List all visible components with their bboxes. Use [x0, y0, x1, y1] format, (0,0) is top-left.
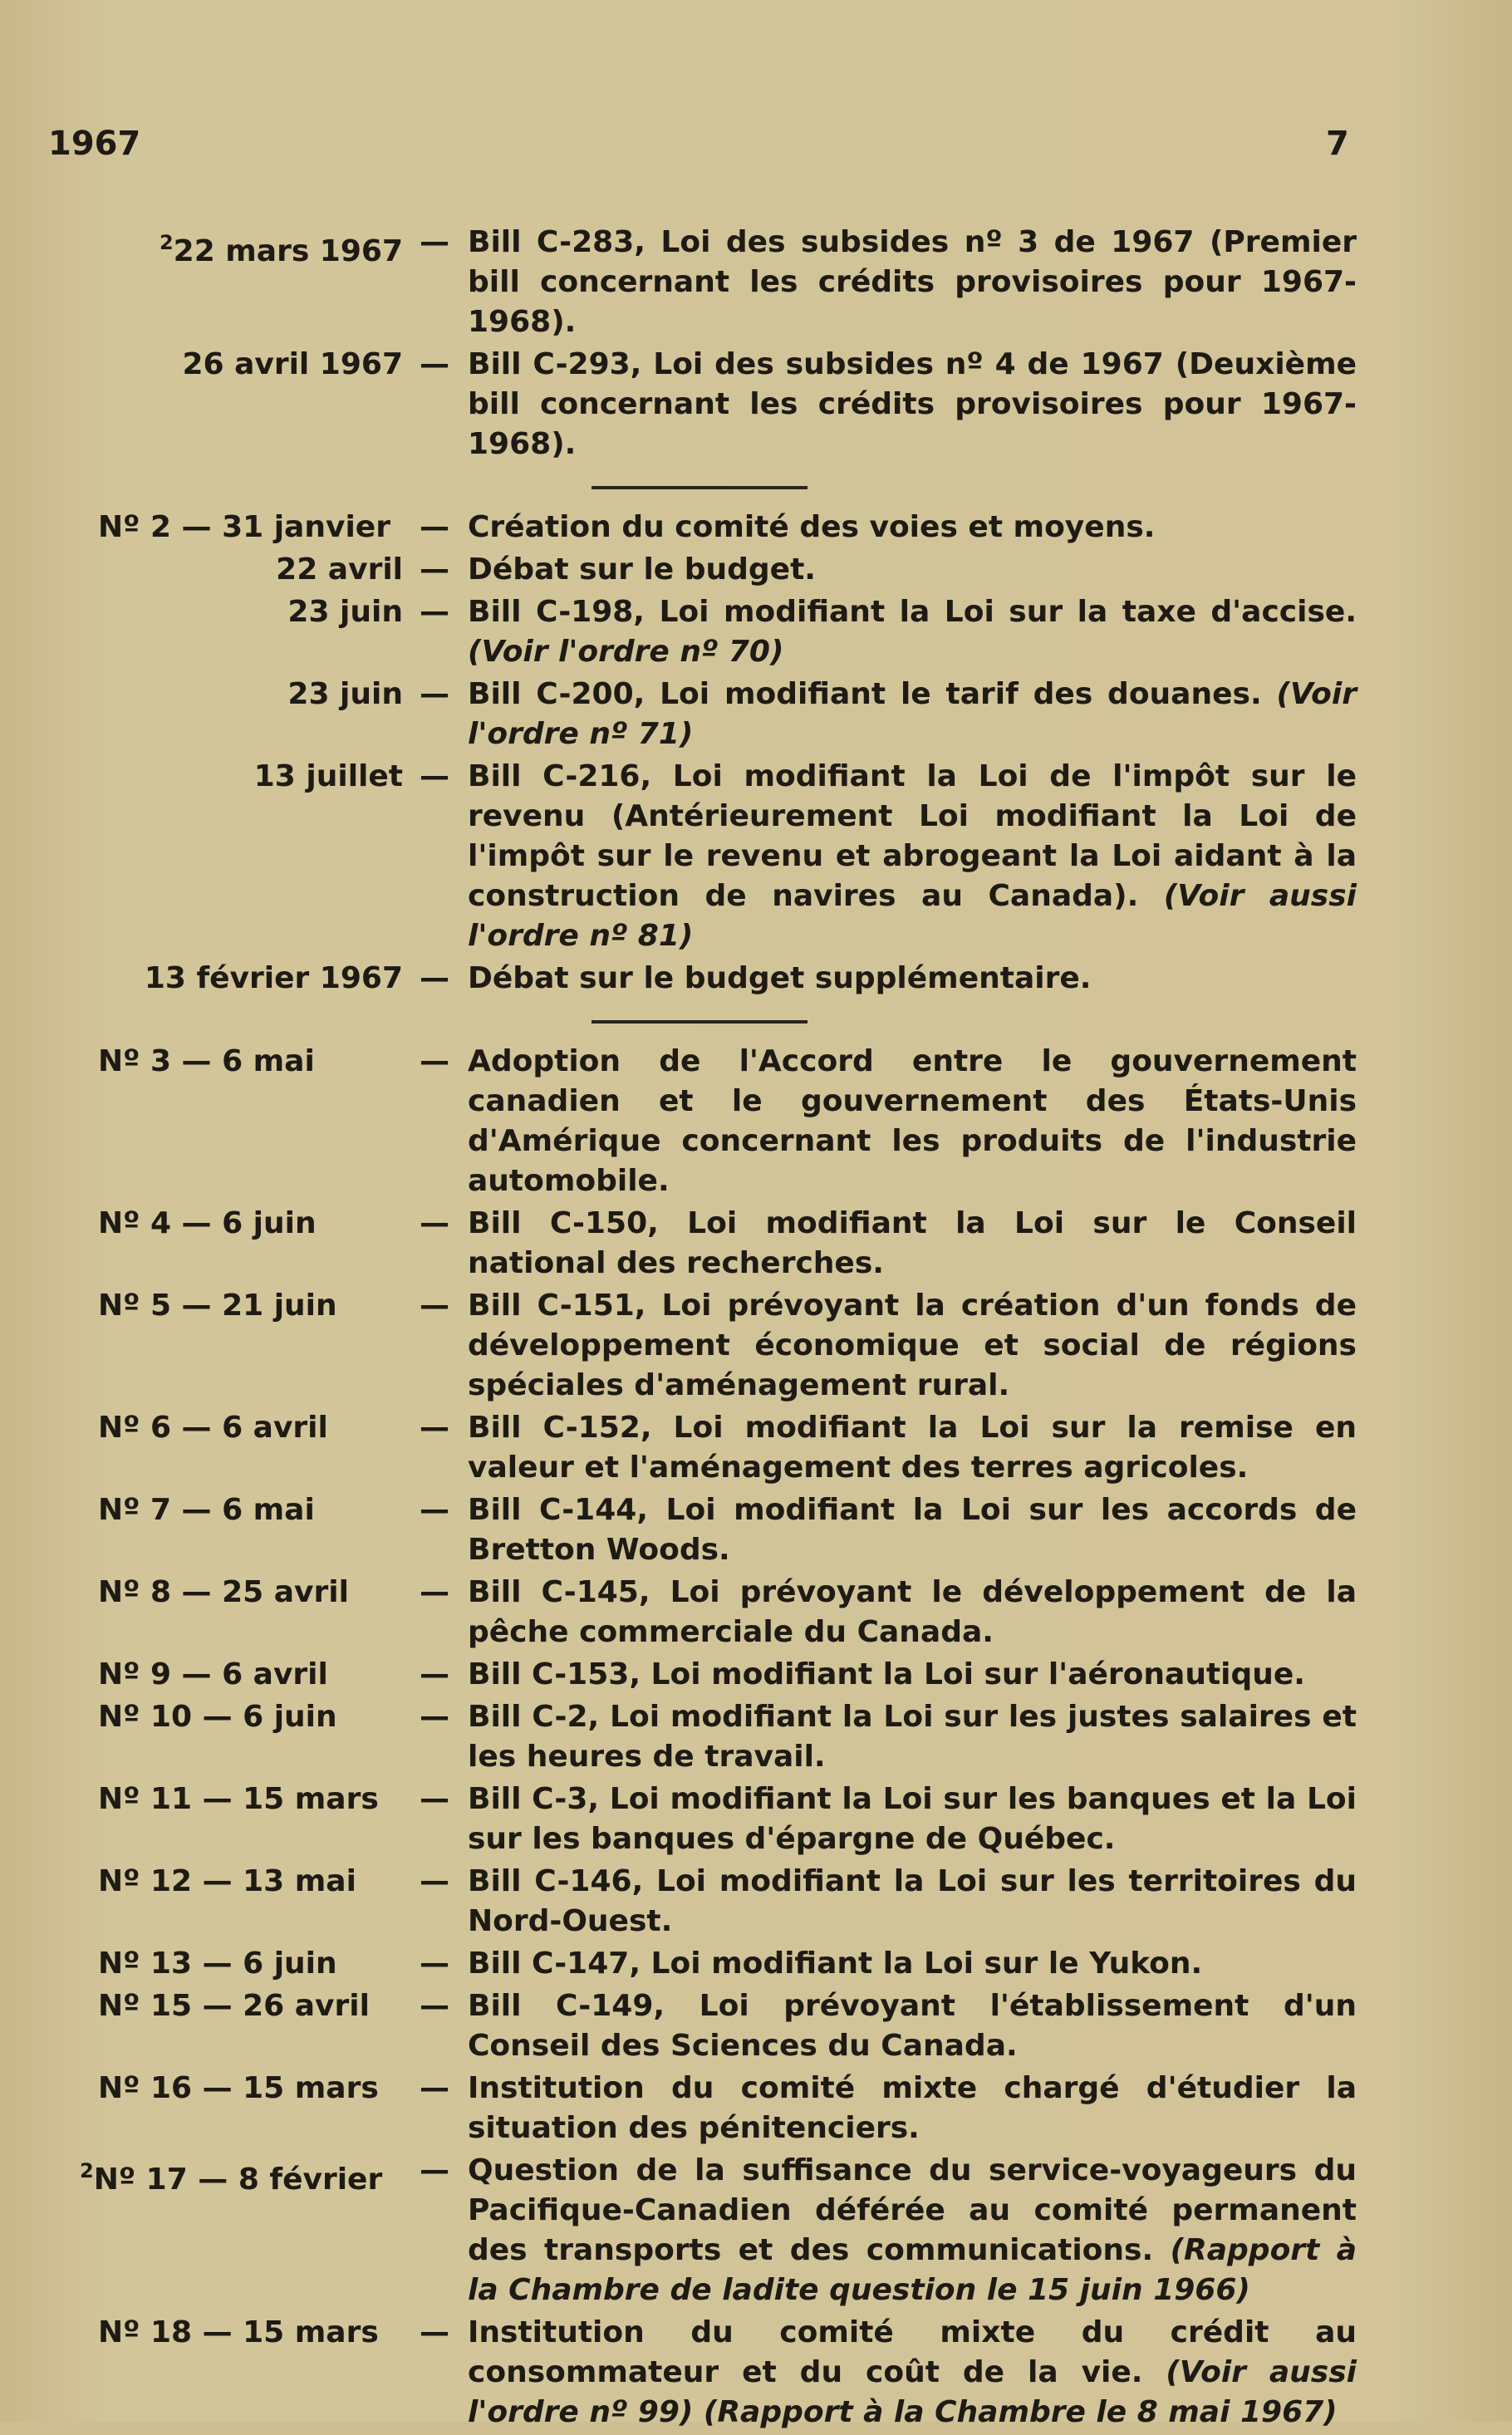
list-item: Nº 8 — 25 avril — Bill C-145, Loi prévoyant le développement de la pêche commerciale du Canada. — [0, 1573, 1512, 1652]
entry-description: Bill C-3, Loi modifiant la Loi sur les banques et la Loi sur les banques d'épargne de Québec. — [468, 1782, 1357, 1856]
list-item: $^2$22 mars 1967 — Bill C-283, Loi des subsides nº 3 de 1967 (Premier bill concernant les crédits provisoires pour 1967-1968). — [0, 223, 1512, 342]
entry-description: Bill C-200, Loi modifiant le tarif des douanes. (Voir l'ordre nº 71) — [468, 677, 1357, 751]
entry-description: Bill C-147, Loi modifiant la Loi sur le Yukon. — [468, 1947, 1203, 1981]
entry-description: Bill C-150, Loi modifiant la Loi sur le Conseil national des recherches. — [468, 1206, 1357, 1280]
list-item: 23 juin — Bill C-200, Loi modifiant le tarif des douanes. (Voir l'ordre nº 71) — [0, 675, 1512, 754]
order-number: Nº 2 — 31 janvier — [98, 510, 390, 544]
section-divider — [592, 1020, 808, 1024]
order-number: Nº 13 — 6 juin — [98, 1947, 337, 1981]
entry-description: Débat sur le budget. — [468, 552, 816, 587]
list-item: 23 juin — Bill C-198, Loi modifiant la Loi sur la taxe d'accise. (Voir l'ordre nº 70) — [0, 592, 1512, 672]
entry-date: $^2$22 mars 1967 — [159, 231, 403, 268]
order-number: Nº 3 — 6 mai — [98, 1044, 315, 1078]
section-divider — [592, 486, 808, 489]
page-number: 7 — [1326, 125, 1349, 163]
order-number: Nº 15 — 26 avril — [98, 1989, 370, 2023]
order-number: Nº 9 — 6 avril — [98, 1657, 328, 1691]
entry-description: Adoption de l'Accord entre le gouvernement canadien et le gouvernement des États-Unis d'Amérique concernant les produits de l'industrie automobile. — [468, 1044, 1357, 1198]
entry-description: Bill C-149, Loi prévoyant l'établissement d'un Conseil des Sciences du Canada. — [468, 1989, 1357, 2063]
entry-description: Bill C-152, Loi modifiant la Loi sur la remise en valeur et l'aménagement des terres agricoles. — [468, 1411, 1357, 1485]
entry-date: 13 juillet — [253, 759, 403, 793]
order-number: Nº 11 — 15 mars — [98, 1782, 379, 1816]
order-number: Nº 8 — 25 avril — [98, 1575, 349, 1609]
list-item: Nº 12 — 13 mai — Bill C-146, Loi modifiant la Loi sur les territoires du Nord-Ouest. — [0, 1862, 1512, 1942]
entry-description: Institution du comité mixte chargé d'étudier la situation des pénitenciers. — [468, 2071, 1357, 2145]
order-number: Nº 18 — 15 mars — [98, 2315, 379, 2349]
list-item: Nº 11 — 15 mars — Bill C-3, Loi modifiant la Loi sur les banques et la Loi sur les banques d'épargne de Québec. — [0, 1780, 1512, 1859]
cross-reference: (Voir l'ordre nº 71) — [468, 677, 1357, 751]
entry-date: 22 avril — [276, 552, 403, 587]
cross-reference: (Voir aussi l'ordre nº 99) (Rapport à la Chambre le 8 mai 1967) — [468, 2355, 1357, 2429]
order-number: Nº 6 — 6 avril — [98, 1411, 328, 1445]
cross-reference: (Voir aussi l'ordre nº 81) — [468, 879, 1357, 953]
list-item: 26 avril 1967 — Bill C-293, Loi des subsides nº 4 de 1967 (Deuxième bill concernant les crédits provisoires pour 1967-1968). — [0, 345, 1512, 464]
list-item: Nº 9 — 6 avril — Bill C-153, Loi modifiant la Loi sur l'aéronautique. — [0, 1655, 1512, 1695]
entry-description: Institution du comité mixte du crédit au consommateur et du coût de la vie. (Voir aussi l'ordre nº 99) (Rapport à la Chambre le 8 mai 1967) — [468, 2315, 1357, 2429]
list-item: Nº 10 — 6 juin — Bill C-2, Loi modifiant la Loi sur les justes salaires et les heures de travail. — [0, 1697, 1512, 1777]
list-item: Nº 4 — 6 juin — Bill C-150, Loi modifiant la Loi sur le Conseil national des recherches. — [0, 1204, 1512, 1284]
order-number: Nº 12 — 13 mai — [98, 1864, 356, 1898]
list-item: 13 février 1967 — Débat sur le budget supplémentaire. — [0, 959, 1512, 999]
entry-description: Bill C-145, Loi prévoyant le développement de la pêche commerciale du Canada. — [468, 1575, 1357, 1649]
entry-description: Bill C-283, Loi des subsides nº 3 de 1967 (Premier bill concernant les crédits provisoires pour 1967-1968). — [468, 225, 1357, 339]
order-number: Nº 7 — 6 mai — [98, 1493, 315, 1527]
order-number: $^2$Nº 17 — 8 février — [80, 2159, 383, 2197]
entry-description: Bill C-151, Loi prévoyant la création d'un fonds de développement économique et social de régions spéciales d'aménagement rural. — [468, 1289, 1357, 1402]
cross-reference: (Rapport à la Chambre de ladite question le 15 juin 1966) — [468, 2233, 1357, 2307]
list-item: Nº 15 — 26 avril — Bill C-149, Loi prévoyant l'établissement d'un Conseil des Sciences du Canada. — [0, 1986, 1512, 2066]
list-item: Nº 2 — 31 janvier — Création du comité des voies et moyens. — [0, 508, 1512, 547]
order-number: Nº 10 — 6 juin — [98, 1700, 337, 1734]
cross-reference: (Voir l'ordre nº 70) — [468, 635, 784, 669]
entry-description: Bill C-198, Loi modifiant la Loi sur la taxe d'accise. (Voir l'ordre nº 70) — [468, 595, 1357, 669]
entry-description: Question de la suffisance du service-voyageurs du Pacifique-Canadien déférée au comité permanent des transports et des communications. (Rapport à la Chambre de ladite question le 15 juin 1966) — [468, 2153, 1357, 2307]
entry-date: 23 juin — [287, 677, 403, 711]
entry-description: Bill C-216, Loi modifiant la Loi de l'impôt sur le revenu (Antérieurement Loi modifiant la Loi de l'impôt sur le revenu et abrogeant la Loi aidant à la construction de navires au Canada). (Voir aussi l'ordre nº 81) — [468, 759, 1357, 953]
list-item: Nº 18 — 15 mars — Institution du comité mixte du crédit au consommateur et du coût de la vie. (Voir aussi l'ordre nº 99) (Rapport à la Chambre le 8 mai 1967) — [0, 2313, 1512, 2433]
list-item: 22 avril — Débat sur le budget. — [0, 550, 1512, 590]
entry-description: Bill C-146, Loi modifiant la Loi sur les territoires du Nord-Ouest. — [468, 1864, 1357, 1938]
list-item: $^2$Nº 17 — 8 février — Question de la suffisance du service-voyageurs du Pacifique-Canadien déférée au comité permanent des transports et des communications. (Rapport à la Chambre de ladite question le 15 juin 1966) — [0, 2151, 1512, 2310]
entry-date: 13 février 1967 — [144, 961, 403, 995]
order-list — [0, 223, 1512, 2435]
order-number: Nº 5 — 21 juin — [98, 1289, 337, 1323]
entry-description: Bill C-144, Loi modifiant la Loi sur les accords de Bretton Woods. — [468, 1493, 1357, 1567]
entry-description: Débat sur le budget supplémentaire. — [468, 961, 1092, 995]
list-item: Nº 13 — 6 juin — Bill C-147, Loi modifiant la Loi sur le Yukon. — [0, 1944, 1512, 1984]
list-item: Nº 6 — 6 avril — Bill C-152, Loi modifiant la Loi sur la remise en valeur et l'aménagement des terres agricoles. — [0, 1408, 1512, 1488]
list-item: Nº 7 — 6 mai — Bill C-144, Loi modifiant la Loi sur les accords de Bretton Woods. — [0, 1490, 1512, 1570]
list-item: Nº 5 — 21 juin — Bill C-151, Loi prévoyant la création d'un fonds de développement économique et social de régions spéciales d'aménagement rural. — [0, 1286, 1512, 1406]
entry-description: Bill C-293, Loi des subsides nº 4 de 1967 (Deuxième bill concernant les crédits provisoires pour 1967-1968). — [468, 347, 1357, 461]
page-year: 1967 — [48, 125, 141, 163]
order-number: Nº 16 — 15 mars — [98, 2071, 379, 2105]
list-item: Nº 16 — 15 mars — Institution du comité mixte chargé d'étudier la situation des pénitenciers. — [0, 2069, 1512, 2148]
entry-description: Bill C-153, Loi modifiant la Loi sur l'aéronautique. — [468, 1657, 1305, 1691]
entry-date: 26 avril 1967 — [182, 347, 403, 381]
list-item: Nº 3 — 6 mai — Adoption de l'Accord entre le gouvernement canadien et le gouvernement des États-Unis d'Amérique concernant les produits de l'industrie automobile. — [0, 1042, 1512, 1201]
entry-description: Bill C-2, Loi modifiant la Loi sur les justes salaires et les heures de travail. — [468, 1700, 1357, 1774]
order-number: Nº 4 — 6 juin — [98, 1206, 317, 1240]
entry-description: Création du comité des voies et moyens. — [468, 510, 1156, 544]
list-item: 13 juillet — Bill C-216, Loi modifiant la Loi de l'impôt sur le revenu (Antérieurement Loi modifiant la Loi de l'impôt sur le revenu et abrogeant la Loi aidant à la construction de navires au Canada). (Voir aussi l'ordre nº 81) — [0, 757, 1512, 956]
entry-date: 23 juin — [287, 595, 403, 629]
